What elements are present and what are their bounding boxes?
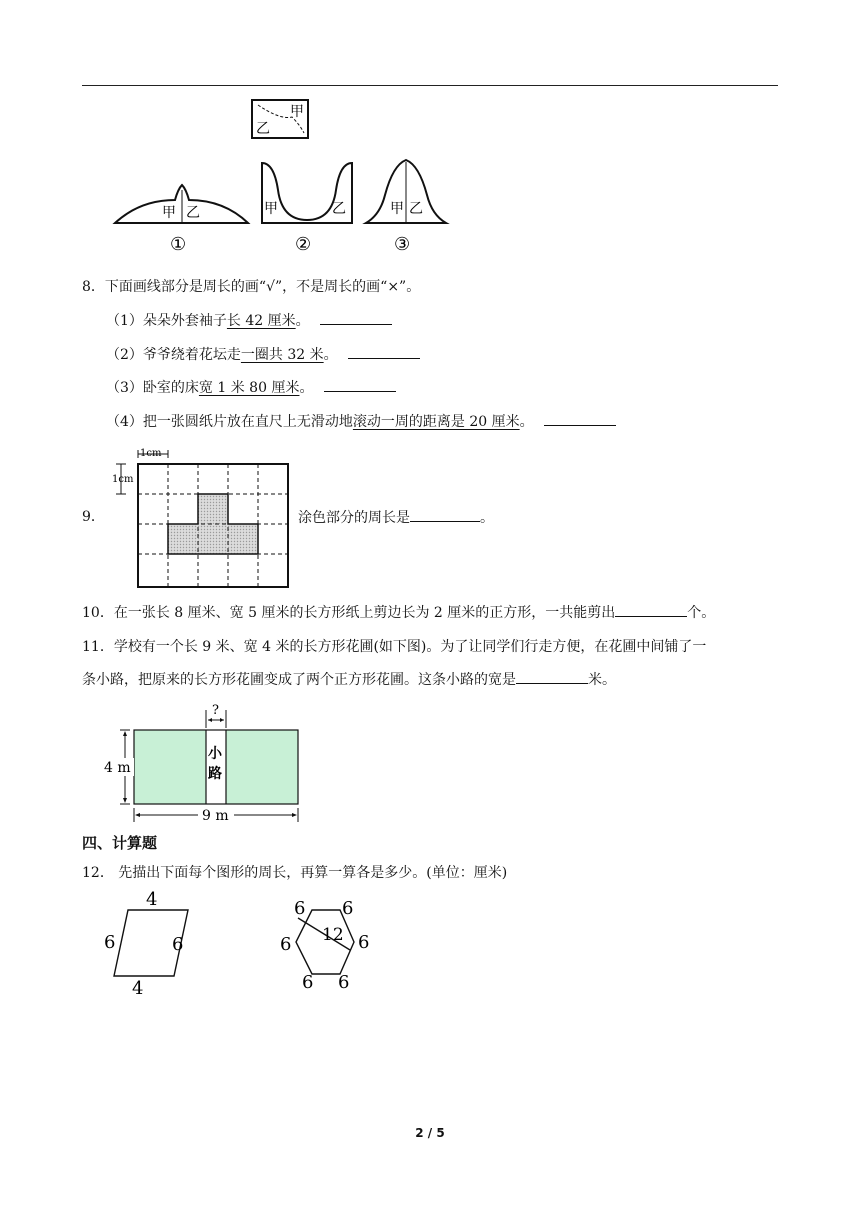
q7-s3-jia: 甲	[390, 201, 404, 217]
q8-item-2-post: 。	[323, 347, 338, 363]
q7-s2-jia: 甲	[264, 201, 278, 217]
q11-right-garden	[226, 730, 298, 804]
q8-item-1-pre: （1）朵朵外套袖子	[106, 313, 227, 329]
q8-item-4	[106, 412, 616, 431]
q12-hexagon	[280, 898, 369, 993]
q11-height-label: 4 m	[104, 760, 131, 776]
q8-number: 8．	[82, 279, 105, 295]
q9-text-before: 涂色部分的周长是	[298, 510, 410, 526]
q11-garden-figure	[100, 700, 305, 828]
q7-top-rect	[252, 100, 308, 138]
q11-question-mark: ?	[212, 703, 219, 718]
q12-text-body: 先描出下面每个图形的周长，再算一算各是多少。(单位：厘米)	[118, 865, 508, 881]
q7-s3-yi: 乙	[409, 201, 423, 217]
q7-shape-3	[366, 160, 446, 255]
q12-para-bottom: 4	[132, 978, 144, 998]
q8-item-3-pre: （3）卧室的床	[106, 380, 199, 396]
q8-item-1-answer-blank[interactable]	[320, 311, 392, 325]
q12-hex-bottom-right: 6	[338, 972, 350, 993]
q8-stem-text: 下面画线部分是周长的画“√”，不是周长的画“×”。	[104, 279, 421, 295]
q8-item-2	[106, 345, 420, 364]
q9-height-label: 1cm	[112, 474, 134, 485]
q12-parallelogram	[104, 889, 188, 998]
q8-item-4-underlined: 滚动一周的距离是 20 厘米	[352, 414, 520, 430]
q10-text-before: 在一张长 8 厘米、宽 5 厘米的长方形纸上剪边长为 2 厘米的正方形，一共能剪出	[113, 605, 616, 621]
q8-item-4-pre: （4）把一张圆纸片放在直尺上无滑动地	[106, 414, 353, 430]
q9-number: 9．	[82, 509, 105, 525]
q12-hex-top-left: 6	[294, 898, 306, 919]
q8-item-3-answer-blank[interactable]	[324, 378, 396, 392]
q12-hex-bottom-left: 6	[302, 972, 314, 993]
q10-answer-blank[interactable]	[615, 603, 687, 617]
q7-s1-jia: 甲	[162, 205, 176, 221]
q8-item-4-post: 。	[519, 414, 534, 430]
q11-line-1	[82, 638, 706, 656]
q8-item-3-post: 。	[299, 380, 314, 396]
q9-answer-blank[interactable]	[410, 508, 480, 522]
page-number: 2 / 5	[415, 1126, 445, 1140]
q8-item-1-post: 。	[295, 313, 310, 329]
section-4-title: 四、计算题	[82, 834, 158, 852]
q10-text	[82, 603, 715, 622]
q12-hex-top-right: 6	[342, 898, 354, 919]
q12-hex-diagonal: 12	[322, 925, 344, 945]
q11-path-char-1: 小	[208, 746, 222, 762]
q12-hex-right: 6	[358, 932, 370, 953]
q9-width-label: 1cm	[140, 448, 162, 459]
q9-text-after: 。	[480, 510, 494, 526]
q7-top-jia: 甲	[290, 104, 304, 120]
q9-text	[298, 508, 494, 527]
q10-number: 10．	[82, 605, 114, 621]
q8-item-1-underlined: 长 42 厘米	[226, 313, 296, 329]
q12-para-top: 4	[146, 889, 158, 910]
q7-top-yi: 乙	[256, 121, 270, 137]
q7-shape-1	[115, 185, 248, 255]
q9-shaded-bottom	[168, 524, 258, 554]
q9-shaded-top	[198, 494, 228, 524]
q8-item-2-answer-blank[interactable]	[348, 345, 420, 359]
q11-path-char-2: 路	[208, 766, 222, 782]
q12-para-right: 6	[172, 934, 184, 955]
q11-width-label: 9 m	[202, 808, 229, 824]
q11-line-1-text: 学校有一个长 9 米、宽 4 米的长方形花圃(如下图)。为了让同学们行走方便，在花圃中间铺了一	[113, 639, 707, 655]
q11-line-2-after: 米。	[588, 672, 616, 688]
q11-line-2-before: 条小路，把原来的长方形花圃变成了两个正方形花圃。这条小路的宽是	[82, 672, 516, 688]
q8-item-2-underlined: 一圈共 32 米	[240, 347, 324, 363]
q7-figure	[110, 95, 460, 260]
q7-shape-2	[262, 163, 352, 255]
q8-item-3-underlined: 宽 1 米 80 厘米	[198, 380, 300, 396]
q8-item-4-answer-blank[interactable]	[544, 412, 616, 426]
q7-s1-yi: 乙	[186, 205, 200, 221]
q12-number: 12．	[82, 865, 114, 881]
q11-left-garden	[134, 730, 206, 804]
q7-s3-num: ③	[394, 234, 411, 255]
header-rule	[82, 85, 778, 86]
q8-item-1	[106, 311, 392, 330]
q10-text-after: 个。	[687, 605, 716, 621]
q8-stem	[82, 278, 420, 296]
q12-hex-left: 6	[280, 934, 292, 955]
q12-text	[82, 864, 507, 882]
q8-item-3	[106, 378, 396, 397]
q12-para-left: 6	[104, 932, 116, 953]
q7-s1-num: ①	[170, 234, 187, 255]
q11-answer-blank[interactable]	[516, 670, 588, 684]
q11-number: 11．	[82, 639, 114, 655]
q8-item-2-pre: （2）爷爷绕着花坛走	[106, 347, 241, 363]
q9-grid-figure	[110, 444, 295, 592]
q7-s2-yi: 乙	[332, 201, 346, 217]
q7-s2-num: ②	[295, 234, 312, 255]
q11-line-2	[82, 670, 616, 689]
q12-figures	[100, 888, 390, 998]
